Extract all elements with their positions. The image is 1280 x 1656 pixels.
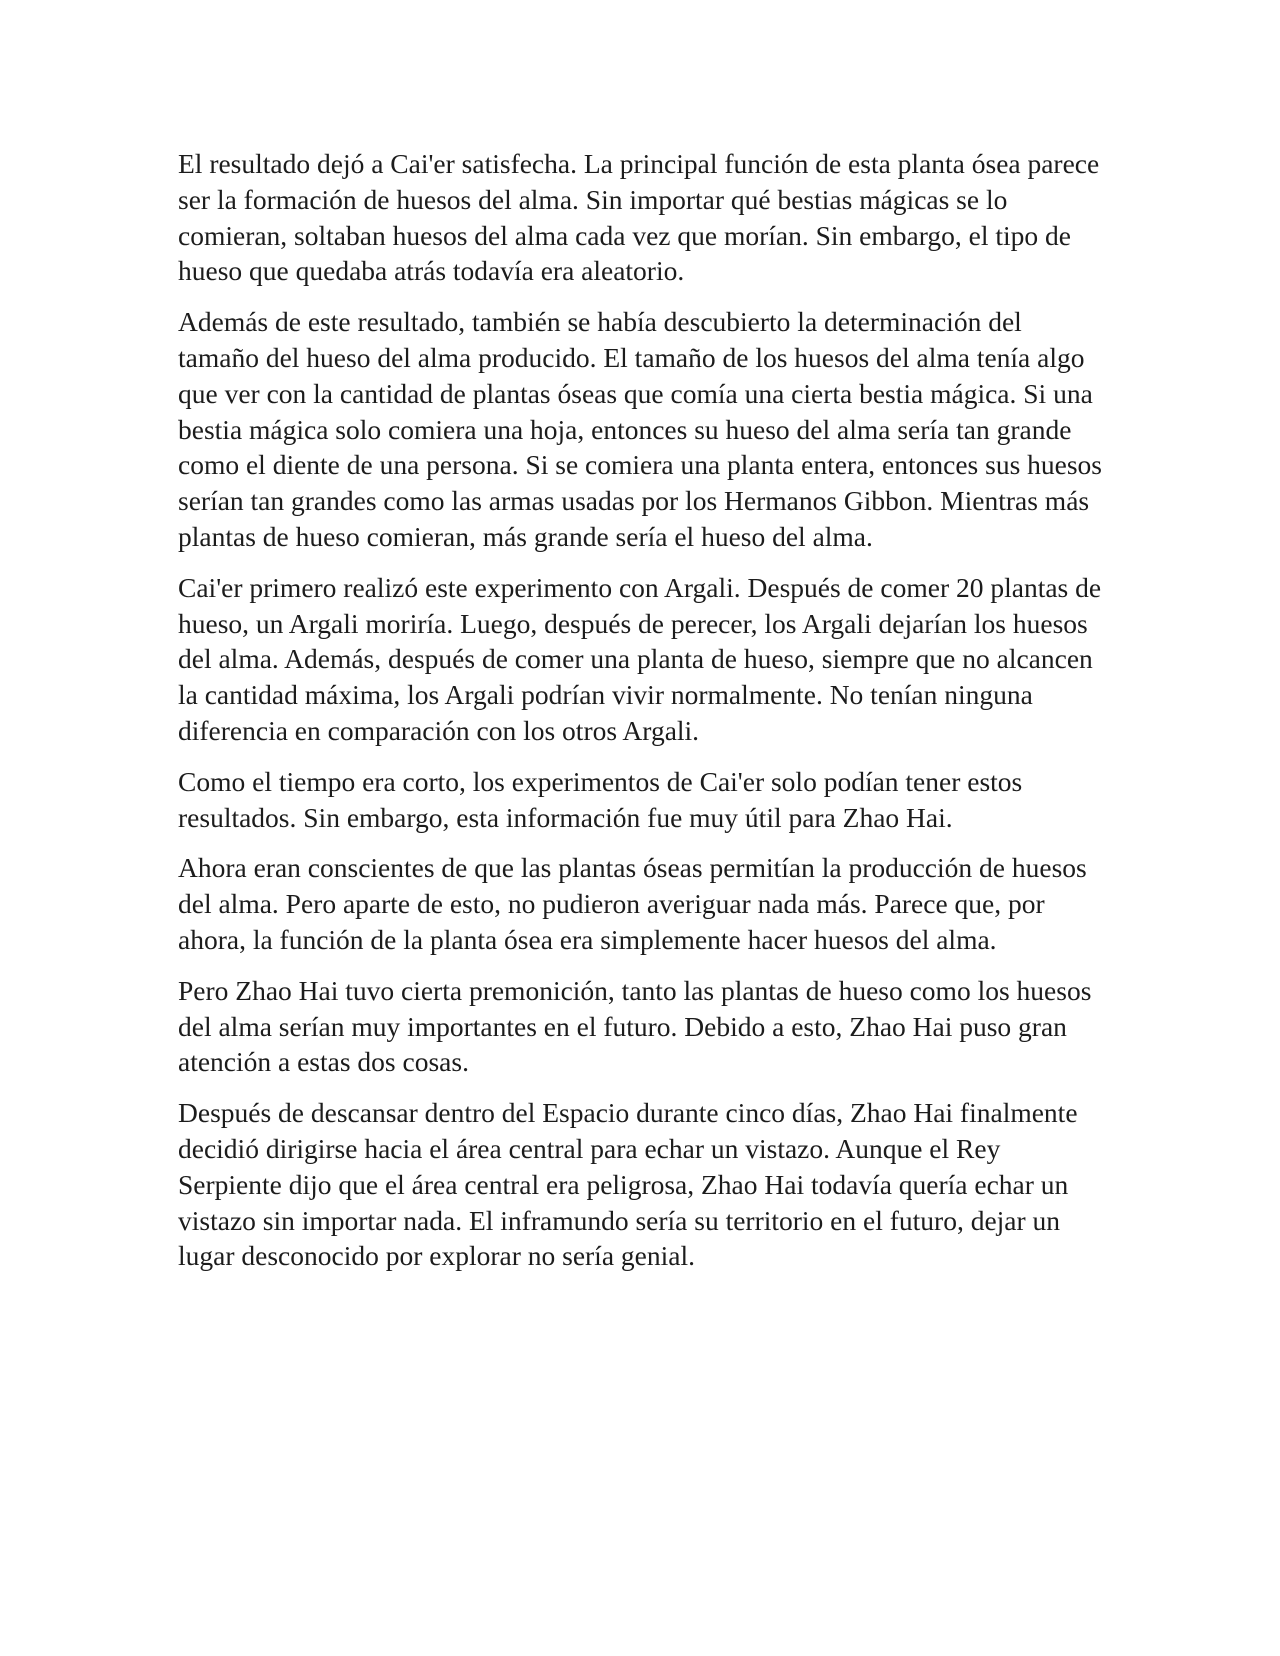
paragraph-7: Después de descansar dentro del Espacio durante cinco días, Zhao Hai finalmente decidió dirigirse hacia el área central para echar un vistazo. Aunque el Rey Serpiente dijo que el área central era peligrosa, Zhao Hai todavía quería echar un vistazo sin importar nada. El inframundo sería su territorio en el futuro, dejar un lugar desconocido por explorar no sería genial.: [178, 1097, 1078, 1272]
paragraph-6: Pero Zhao Hai tuvo cierta premonición, tanto las plantas de hueso como los huesos del alma serían muy importantes en el futuro. Debido a esto, Zhao Hai puso gran atención a estas dos cosas.: [178, 974, 1092, 1078]
paragraph-1: El resultado dejó a Cai'er satisfecha. La principal función de esta planta ósea parece ser la formación de huesos del alma. Sin importar qué bestias mágicas se lo comieran, soltaban huesos del alma cada vez que morían. Sin embargo, el tipo de hueso que quedaba atrás todavía era aleatorio.: [178, 148, 1100, 287]
paragraph-3: Cai'er primero realizó este experimento con Argali. Después de comer 20 plantas de hueso, un Argali moriría. Luego, después de perecer, los Argali dejarían los huesos del alma. Además, después de comer una planta de hueso, siempre que no alcancen la cantidad máxima, los Argali podrían vivir normalmente. No tenían ninguna diferencia en comparación con los otros Argali.: [178, 571, 1102, 746]
document-body: [178, 146, 1108, 1289]
paragraph-5: Ahora eran conscientes de que las plantas óseas permitían la producción de huesos del alma. Pero aparte de esto, no pudieron averiguar nada más. Parece que, por ahora, la función de la planta ósea era simplemente hacer huesos del alma.: [178, 852, 1087, 955]
paragraph-2: Además de este resultado, también se había descubierto la determinación del tamaño del hueso del alma producido. El tamaño de los huesos del alma tenía algo que ver con la cantidad de plantas óseas que comía una cierta bestia mágica. Si una bestia mágica solo comiera una hoja, entonces su hueso del alma sería tan grande como el diente de una persona. Si se comiera una planta entera, entonces sus huesos serían tan grandes como las armas usadas por los Hermanos Gibbon. Mientras más plantas de hueso comieran, más grande sería el hueso del alma.: [178, 306, 1103, 552]
paragraph-4: Como el tiempo era corto, los experimentos de Cai'er solo podían tener estos resultados. Sin embargo, esta información fue muy útil para Zhao Hai.: [178, 765, 1023, 833]
